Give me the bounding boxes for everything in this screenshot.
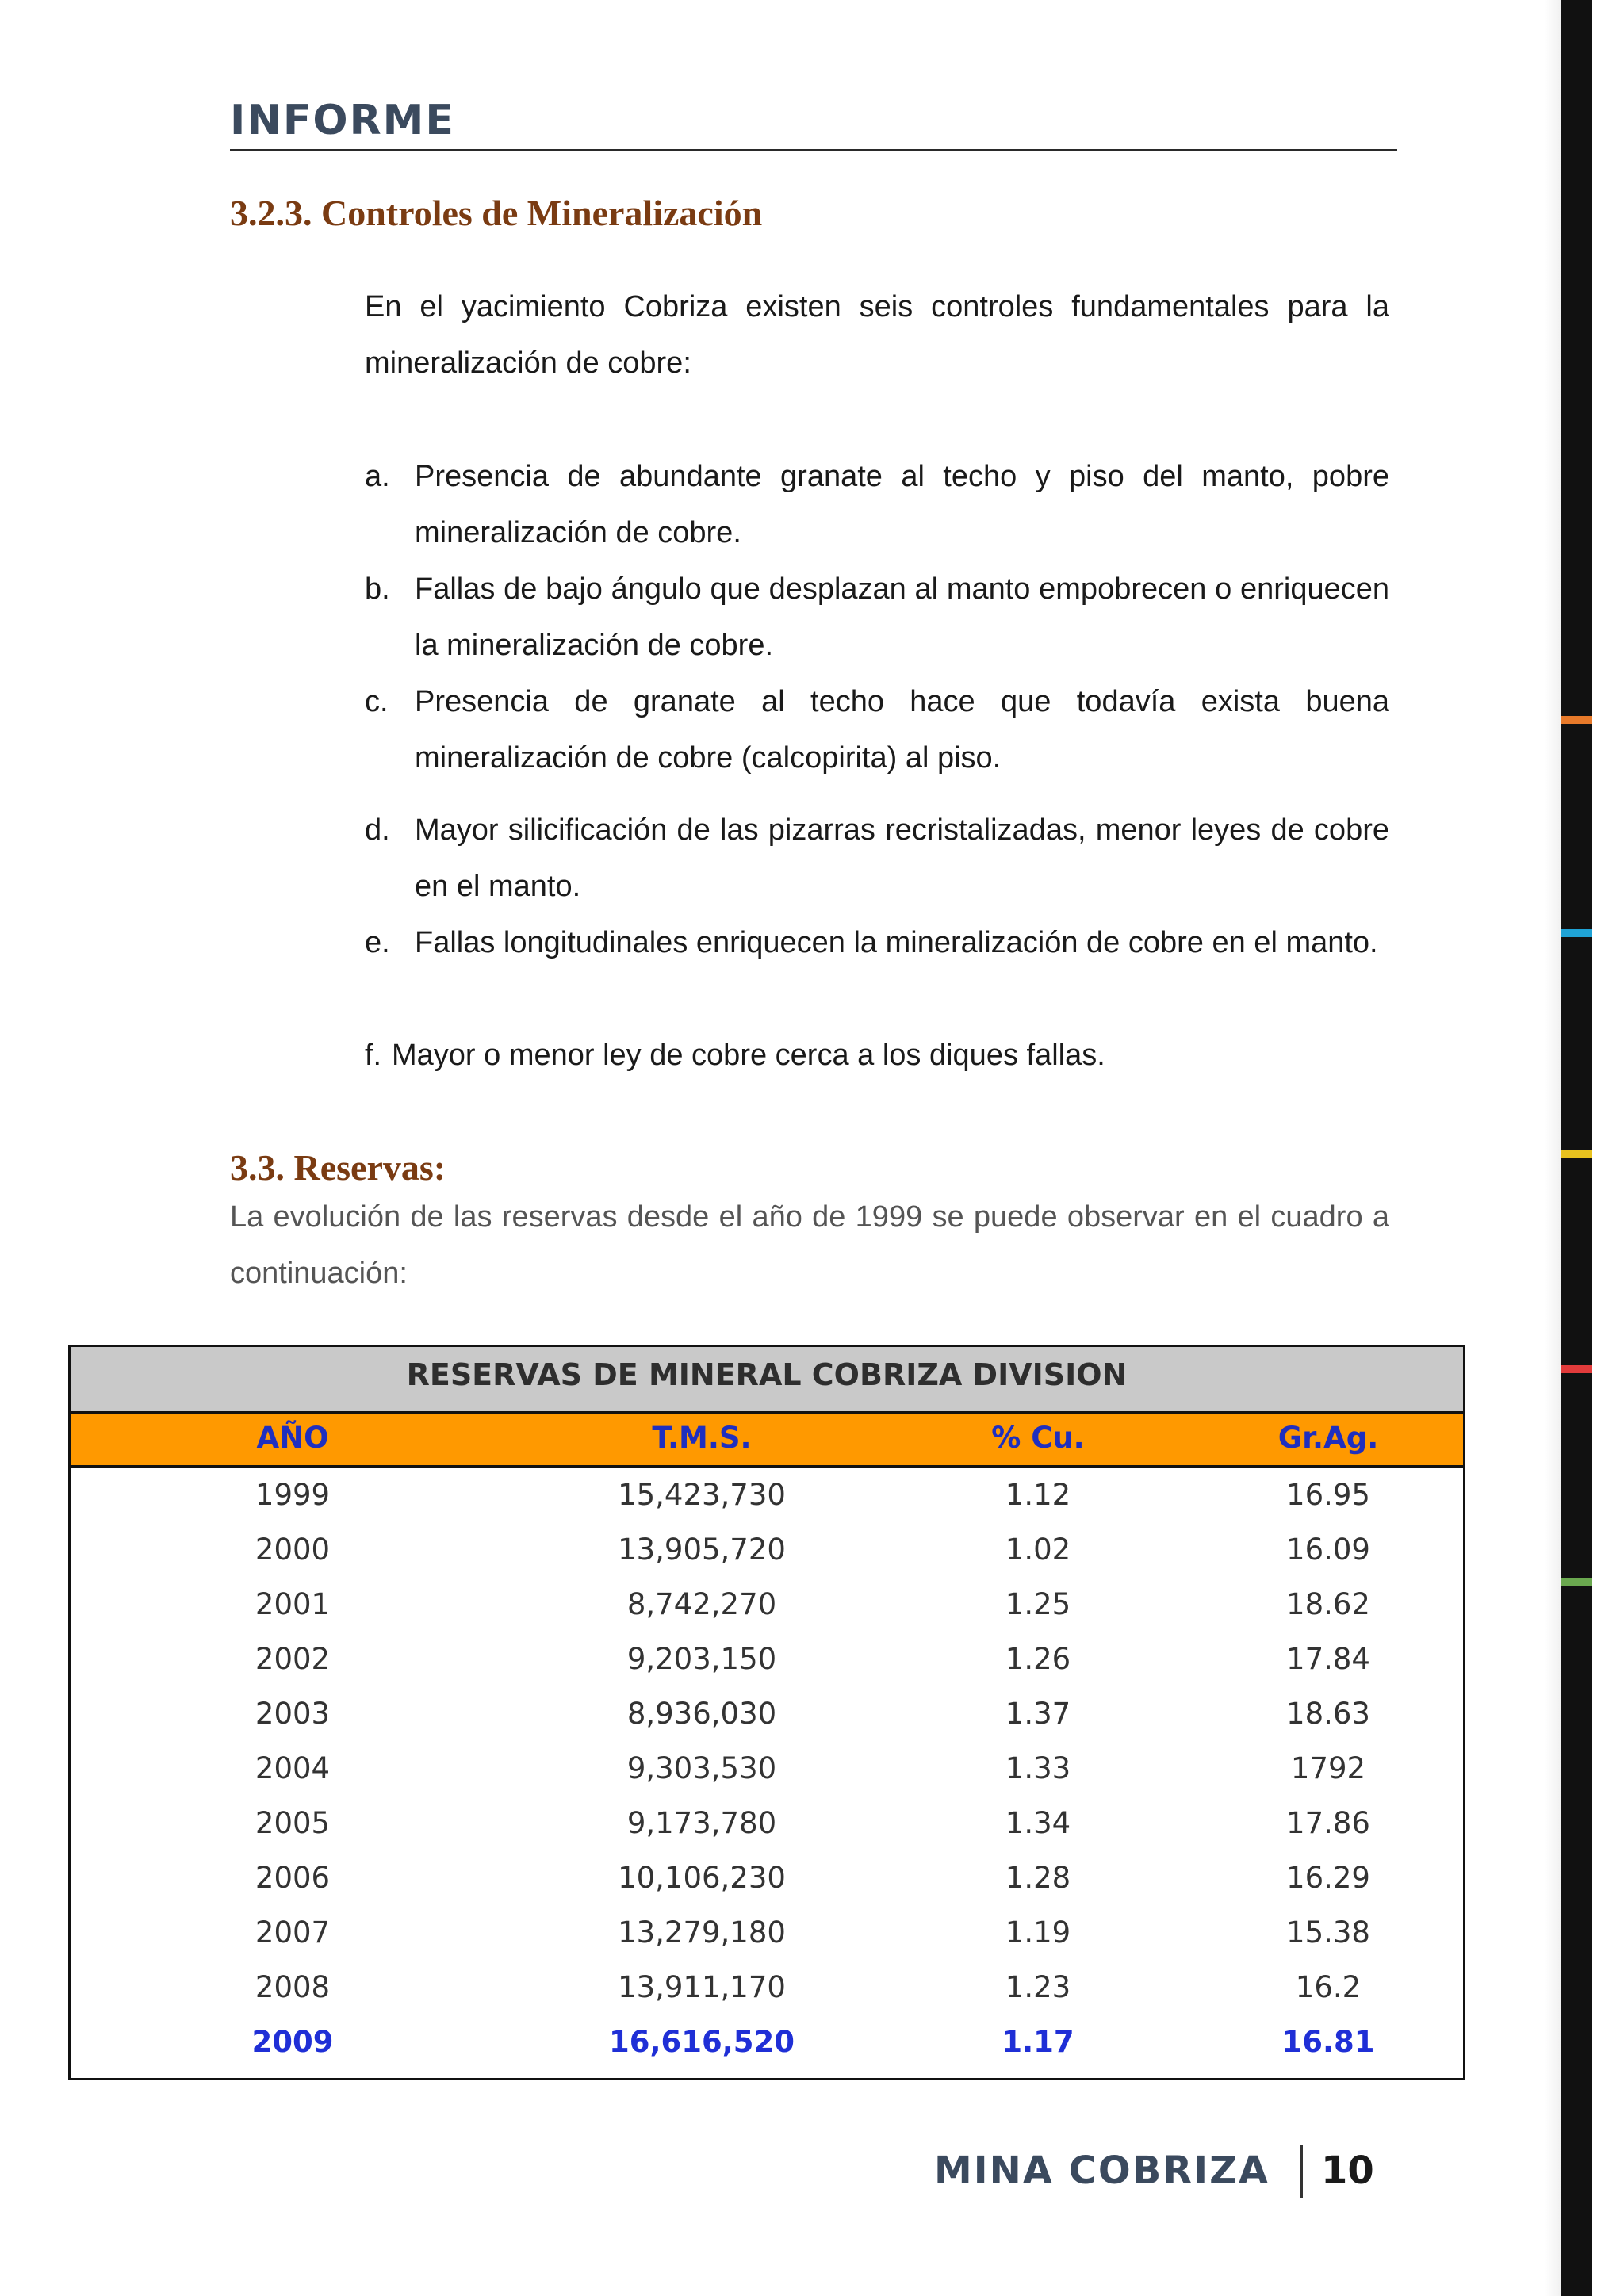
- table-row: [71, 1468, 1463, 1522]
- cell-year: 2007: [255, 1915, 331, 1950]
- cell-cu: 1.19: [1005, 1915, 1071, 1950]
- reserves-table: [68, 1345, 1465, 2080]
- list-item-text: Presencia de abundante granate al techo y piso del manto, pobre mineralización de cobre.: [415, 460, 1389, 549]
- cell-ag: 18.63: [1286, 1697, 1370, 1731]
- list-marker: c.: [365, 685, 389, 718]
- cell-cu: 1.17: [1002, 2025, 1074, 2059]
- page-number: 10: [1321, 2149, 1374, 2193]
- cell-tms: 8,742,270: [626, 1587, 777, 1621]
- list-marker: e.: [365, 926, 390, 959]
- cell-tms: 13,911,170: [618, 1970, 786, 2004]
- cell-ag: 18.62: [1286, 1587, 1370, 1621]
- cell-year: 2005: [255, 1806, 331, 1840]
- table-row: [71, 1960, 1463, 2015]
- strip-mark-yellow: [1561, 1150, 1592, 1158]
- table-row: [71, 2015, 1463, 2069]
- table-row: [71, 1577, 1463, 1632]
- cell-ag: 15.38: [1286, 1915, 1370, 1950]
- list-item-text: Presencia de granate al techo hace que todavía exista buena mineralización de cobre (calcopirita) al piso.: [415, 685, 1389, 775]
- column-header-tms: T.M.S.: [652, 1421, 752, 1455]
- cell-year: 2008: [255, 1970, 331, 2004]
- table-row: [71, 1850, 1463, 1905]
- table-header-row: [71, 1414, 1463, 1468]
- cell-cu: 1.37: [1005, 1697, 1071, 1731]
- strip-mark-blue: [1561, 929, 1592, 937]
- column-header-ag: Gr.Ag.: [1277, 1421, 1379, 1455]
- section-intro-paragraph: En el yacimiento Cobriza existen seis controles fundamentales para la mineralización de cobre:: [365, 290, 1389, 380]
- page-edge-shadow: [1545, 0, 1561, 2296]
- cell-cu: 1.23: [1005, 1970, 1071, 2004]
- cell-year: 2002: [255, 1642, 331, 1676]
- cell-cu: 1.28: [1005, 1861, 1071, 1895]
- cell-ag: 16.81: [1281, 2025, 1375, 2059]
- list-item-text: Fallas longitudinales enriquecen la mineralización de cobre en el manto.: [415, 926, 1378, 959]
- side-decorative-strip: [1561, 0, 1592, 2296]
- cell-cu: 1.33: [1005, 1751, 1071, 1785]
- table-row: [71, 1796, 1463, 1850]
- cell-year: 2004: [255, 1751, 331, 1785]
- section-heading-mineralization-controls: 3.2.3. Controles de Mineralización: [230, 193, 763, 233]
- cell-cu: 1.34: [1005, 1806, 1071, 1840]
- table-row: [71, 1522, 1463, 1577]
- cell-cu: 1.26: [1005, 1642, 1071, 1676]
- footer-title: MINA COBRIZA: [934, 2149, 1270, 2193]
- cell-year: 2006: [255, 1861, 331, 1895]
- list-marker: f.: [365, 1039, 382, 1072]
- list-marker: d.: [365, 813, 390, 847]
- cell-tms: 9,303,530: [626, 1751, 777, 1785]
- table-row: [71, 1686, 1463, 1741]
- table-row: [71, 1905, 1463, 1960]
- cell-ag: 16.29: [1286, 1861, 1370, 1895]
- list-item-text: Mayor silicificación de las pizarras recristalizadas, menor leyes de cobre en el manto.: [415, 813, 1389, 903]
- cell-ag: 17.84: [1286, 1642, 1370, 1676]
- cell-year: 2009: [251, 2025, 334, 2059]
- list-item-text: Mayor o menor ley de cobre cerca a los diques fallas.: [392, 1039, 1105, 1072]
- list-marker: a.: [365, 460, 390, 493]
- cell-ag: 1792: [1290, 1751, 1366, 1785]
- cell-tms: 9,173,780: [626, 1806, 777, 1840]
- list-marker: b.: [365, 572, 390, 606]
- cell-cu: 1.12: [1005, 1478, 1071, 1512]
- table-title: RESERVAS DE MINERAL COBRIZA DIVISION: [71, 1347, 1463, 1414]
- cell-tms: 13,279,180: [618, 1915, 786, 1950]
- cell-tms: 10,106,230: [618, 1861, 786, 1895]
- cell-tms: 9,203,150: [626, 1642, 777, 1676]
- cell-year: 2001: [255, 1587, 331, 1621]
- section-heading-reserves: 3.3. Reservas:: [230, 1147, 446, 1188]
- cell-year: 2000: [255, 1533, 331, 1567]
- table-row: [71, 1741, 1463, 1796]
- footer-separator: [1300, 2145, 1303, 2198]
- header-divider: [230, 149, 1397, 151]
- cell-tms: 16,616,520: [608, 2025, 795, 2059]
- cell-ag: 16.2: [1295, 1970, 1362, 2004]
- cell-tms: 15,423,730: [618, 1478, 786, 1512]
- page-header-title: INFORME: [230, 97, 455, 144]
- list-item-text: Fallas de bajo ángulo que desplazan al manto empobrecen o enriquecen la mineralización de cobre.: [415, 572, 1389, 662]
- cell-cu: 1.02: [1005, 1533, 1071, 1567]
- cell-ag: 17.86: [1286, 1806, 1370, 1840]
- strip-mark-green: [1561, 1578, 1592, 1586]
- table-row: [71, 1632, 1463, 1686]
- reserves-intro-paragraph: La evolución de las reservas desde el año de 1999 se puede observar en el cuadro a continuación:: [230, 1200, 1389, 1290]
- column-header-year: AÑO: [256, 1421, 329, 1455]
- cell-ag: 16.09: [1286, 1533, 1370, 1567]
- cell-tms: 13,905,720: [618, 1533, 786, 1567]
- cell-tms: 8,936,030: [626, 1697, 777, 1731]
- strip-mark-red: [1561, 1365, 1592, 1373]
- cell-year: 2003: [255, 1697, 331, 1731]
- cell-year: 1999: [255, 1478, 331, 1512]
- cell-ag: 16.95: [1286, 1478, 1370, 1512]
- cell-cu: 1.25: [1005, 1587, 1071, 1621]
- column-header-cu: % Cu.: [991, 1421, 1085, 1455]
- strip-mark-orange: [1561, 716, 1592, 724]
